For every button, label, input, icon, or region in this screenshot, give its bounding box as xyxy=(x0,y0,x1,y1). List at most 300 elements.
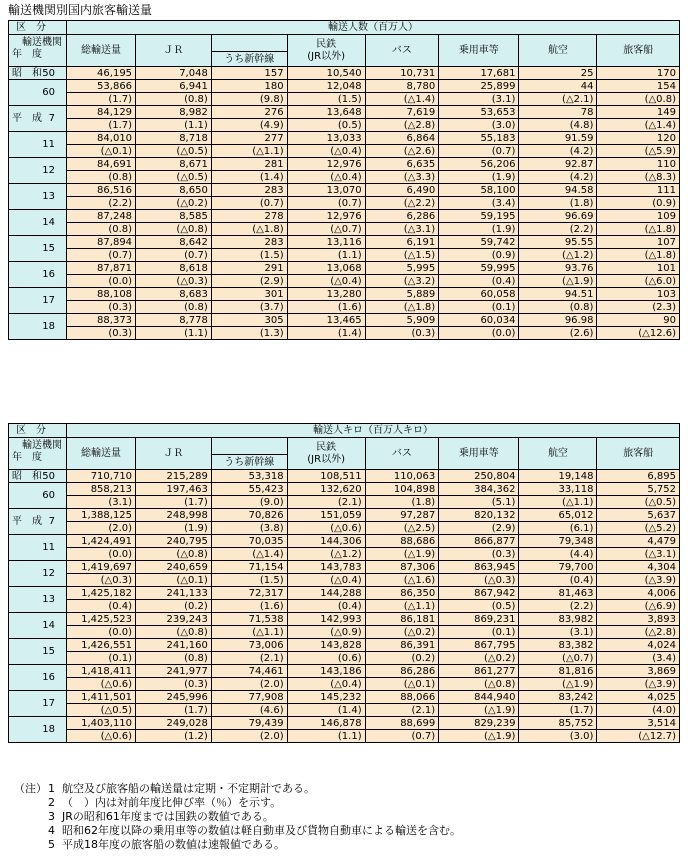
header-row-1 xyxy=(9,424,680,438)
value-cell: 13,068 xyxy=(287,262,365,275)
value-cell: 88,108 xyxy=(66,288,135,301)
value-cell: 88,066 xyxy=(365,691,439,704)
table-row xyxy=(9,483,680,496)
value-cell: 88,699 xyxy=(365,717,439,730)
rate-cell: (0.3) xyxy=(66,327,135,340)
rate-cell: (△2.1) xyxy=(519,93,597,106)
value-cell: 241,977 xyxy=(136,665,212,678)
col-header-bus: バス xyxy=(365,35,439,67)
value-cell: 1,425,523 xyxy=(66,613,135,626)
value-cell: 4,025 xyxy=(597,691,680,704)
rate-cell: (2.2) xyxy=(519,600,597,613)
rate-cell: (△12.7) xyxy=(597,730,680,743)
rate-cell: (1.7) xyxy=(66,119,135,132)
year-cell xyxy=(9,67,67,80)
rate-cell: (△0.4) xyxy=(287,275,365,288)
rate-row xyxy=(9,145,680,158)
value-cell: 863,945 xyxy=(439,561,519,574)
value-cell: 83,242 xyxy=(519,691,597,704)
value-cell: 7,048 xyxy=(136,67,212,80)
value-cell: 8,650 xyxy=(136,184,212,197)
value-cell: 70,826 xyxy=(211,509,287,522)
value-cell: 8,780 xyxy=(365,80,439,93)
year-label: 14 xyxy=(42,217,55,228)
rate-cell: (2.1) xyxy=(287,496,365,509)
rate-cell: (△1.8) xyxy=(597,223,680,236)
rate-cell: (0.2) xyxy=(365,652,439,665)
rate-cell: (△1.9) xyxy=(439,730,519,743)
rate-cell: (△0.1) xyxy=(66,145,135,158)
note-item-5: 5 平成18年度の旅客船の数値は速報値である。 xyxy=(48,838,285,851)
value-cell: 861,277 xyxy=(439,665,519,678)
value-cell: 143,783 xyxy=(287,561,365,574)
rate-cell: (1.5) xyxy=(211,574,287,587)
rate-row xyxy=(9,626,680,639)
value-cell: 143,186 xyxy=(287,665,365,678)
value-cell: 215,289 xyxy=(136,470,212,483)
value-cell: 94.58 xyxy=(519,184,597,197)
value-cell: 8,642 xyxy=(136,236,212,249)
rate-cell: (2.2) xyxy=(519,223,597,236)
col-header-blank xyxy=(211,438,287,455)
table-row xyxy=(9,470,680,483)
value-cell: 44 xyxy=(519,80,597,93)
rate-cell: (△0.6) xyxy=(66,730,135,743)
value-cell: 88,686 xyxy=(365,535,439,548)
rate-cell: (6.1) xyxy=(519,522,597,535)
rate-cell: (0.7) xyxy=(365,730,439,743)
value-cell: 91.59 xyxy=(519,132,597,145)
rate-cell: (△0.1) xyxy=(365,678,439,691)
value-cell: 96.98 xyxy=(519,314,597,327)
value-cell: 71,154 xyxy=(211,561,287,574)
year-cell xyxy=(9,717,67,743)
rate-row xyxy=(9,171,680,184)
value-cell: 53,866 xyxy=(66,80,135,93)
rate-cell: (2.3) xyxy=(597,301,680,314)
value-cell: 278 xyxy=(211,210,287,223)
rate-cell: (△1.1) xyxy=(365,600,439,613)
col-header-air: 航空 xyxy=(519,438,597,470)
value-cell: 103 xyxy=(597,288,680,301)
year-cell xyxy=(9,509,67,535)
rate-cell: (△0.1) xyxy=(136,574,212,587)
era-label: 昭 和 xyxy=(12,67,42,79)
value-cell: 96.69 xyxy=(519,210,597,223)
table-row xyxy=(9,210,680,223)
rate-cell: (1.8) xyxy=(519,197,597,210)
rate-cell: (3.7) xyxy=(211,301,287,314)
value-cell: 79,700 xyxy=(519,561,597,574)
rate-cell: (△1.4) xyxy=(211,548,287,561)
value-cell: 249,028 xyxy=(136,717,212,730)
value-cell: 8,618 xyxy=(136,262,212,275)
value-cell: 245,996 xyxy=(136,691,212,704)
rate-cell: (1.9) xyxy=(439,223,519,236)
rate-cell: (0.1) xyxy=(439,626,519,639)
value-cell: 5,889 xyxy=(365,288,439,301)
year-label: 16 xyxy=(42,269,55,280)
rate-cell: (0.3) xyxy=(66,301,135,314)
rate-cell: (9.8) xyxy=(211,93,287,106)
col-header-blank xyxy=(211,35,287,52)
value-cell: 3,893 xyxy=(597,613,680,626)
value-cell: 1,388,125 xyxy=(66,509,135,522)
value-cell: 1,419,697 xyxy=(66,561,135,574)
table-row xyxy=(9,314,680,327)
value-cell: 869,231 xyxy=(439,613,519,626)
value-cell: 73,006 xyxy=(211,639,287,652)
value-cell: 71,538 xyxy=(211,613,287,626)
rate-cell: (2.6) xyxy=(519,327,597,340)
value-cell: 6,635 xyxy=(365,158,439,171)
value-cell: 276 xyxy=(211,106,287,119)
value-cell: 59,995 xyxy=(439,262,519,275)
header-row-2 xyxy=(9,35,680,52)
rate-cell: (0.0) xyxy=(66,275,135,288)
value-cell: 820,132 xyxy=(439,509,519,522)
rate-row xyxy=(9,730,680,743)
value-cell: 110 xyxy=(597,158,680,171)
value-cell: 240,795 xyxy=(136,535,212,548)
value-cell: 83,982 xyxy=(519,613,597,626)
rate-cell: (△2.8) xyxy=(365,119,439,132)
rate-cell: (△0.2) xyxy=(365,626,439,639)
year-cell xyxy=(9,665,67,691)
nendo-label: 年 度 xyxy=(12,452,42,463)
value-cell: 384,362 xyxy=(439,483,519,496)
table-row xyxy=(9,587,680,600)
value-cell: 8,982 xyxy=(136,106,212,119)
rate-cell: (△0.3) xyxy=(439,574,519,587)
year-cell xyxy=(9,158,67,184)
rate-cell: (0.3) xyxy=(365,327,439,340)
rate-cell: (1.5) xyxy=(211,249,287,262)
year-label: 50 xyxy=(42,67,55,79)
value-cell: 143,828 xyxy=(287,639,365,652)
year-label: 18 xyxy=(42,321,55,332)
year-cell xyxy=(9,236,67,262)
kubun-header: 区 分 xyxy=(9,21,67,35)
value-cell: 3,869 xyxy=(597,665,680,678)
rate-cell: (3.0) xyxy=(439,119,519,132)
year-cell xyxy=(9,483,67,509)
rate-row xyxy=(9,678,680,691)
year-cell xyxy=(9,561,67,587)
value-cell: 19,148 xyxy=(519,470,597,483)
rate-cell: (0.7) xyxy=(287,197,365,210)
header-row-1 xyxy=(9,21,680,35)
rate-cell: (△1.8) xyxy=(211,223,287,236)
value-cell: 281 xyxy=(211,158,287,171)
value-cell: 84,691 xyxy=(66,158,135,171)
value-cell: 55,423 xyxy=(211,483,287,496)
rate-cell: (△0.4) xyxy=(287,574,365,587)
rate-row xyxy=(9,249,680,262)
value-cell: 151,059 xyxy=(287,509,365,522)
rate-cell: (0.4) xyxy=(519,574,597,587)
rate-cell: (△0.5) xyxy=(136,171,212,184)
value-cell: 3,514 xyxy=(597,717,680,730)
value-cell: 85,752 xyxy=(519,717,597,730)
year-cell xyxy=(9,691,67,717)
year-cell xyxy=(9,613,67,639)
value-cell: 8,683 xyxy=(136,288,212,301)
rate-cell: (0.0) xyxy=(66,626,135,639)
value-cell: 87,248 xyxy=(66,210,135,223)
year-label: 60 xyxy=(42,490,55,501)
value-cell: 6,286 xyxy=(365,210,439,223)
rate-cell: (0.8) xyxy=(136,301,212,314)
year-cell xyxy=(9,184,67,210)
value-cell: 144,306 xyxy=(287,535,365,548)
rate-cell: (△1.2) xyxy=(519,249,597,262)
value-cell: 78 xyxy=(519,106,597,119)
value-cell: 241,133 xyxy=(136,587,212,600)
value-cell: 95.55 xyxy=(519,236,597,249)
col-header-air: 航空 xyxy=(519,35,597,67)
rate-cell: (3.0) xyxy=(519,730,597,743)
rate-cell: (0.9) xyxy=(597,197,680,210)
rate-cell: (2.9) xyxy=(439,522,519,535)
value-cell: 301 xyxy=(211,288,287,301)
value-cell: 79,439 xyxy=(211,717,287,730)
value-cell: 6,191 xyxy=(365,236,439,249)
rate-cell: (1.5) xyxy=(287,93,365,106)
table-row xyxy=(9,106,680,119)
value-cell: 240,659 xyxy=(136,561,212,574)
value-cell: 4,006 xyxy=(597,587,680,600)
rate-cell: (△0.2) xyxy=(439,652,519,665)
value-cell: 144,288 xyxy=(287,587,365,600)
group-header: 輸送人数（百万人） xyxy=(66,21,679,35)
rate-cell: (1.3) xyxy=(211,327,287,340)
rate-cell: (△0.8) xyxy=(597,93,680,106)
value-cell: 146,878 xyxy=(287,717,365,730)
table-row xyxy=(9,236,680,249)
value-cell: 12,976 xyxy=(287,210,365,223)
value-cell: 5,752 xyxy=(597,483,680,496)
value-cell: 86,181 xyxy=(365,613,439,626)
year-label: 7 xyxy=(48,113,55,124)
rate-row xyxy=(9,301,680,314)
rate-cell: (△0.6) xyxy=(66,678,135,691)
year-label: 16 xyxy=(42,672,55,683)
value-cell: 867,942 xyxy=(439,587,519,600)
col-header-private-rail: 民鉄 (JR以外) xyxy=(287,438,365,470)
notes-label: （注） xyxy=(14,782,47,795)
note-item-2: 2 （ ）内は対前年度比伸び率（％）を示す。 xyxy=(48,796,282,809)
corner-header xyxy=(9,438,67,470)
rate-cell: (9.0) xyxy=(211,496,287,509)
col-header-ship: 旅客船 xyxy=(597,35,680,67)
rate-cell: (△0.8) xyxy=(136,548,212,561)
rate-cell: (4.8) xyxy=(519,119,597,132)
value-cell: 72,317 xyxy=(211,587,287,600)
value-cell: 6,490 xyxy=(365,184,439,197)
rate-row xyxy=(9,574,680,587)
header-row-2 xyxy=(9,438,680,455)
rate-cell: (△0.4) xyxy=(287,171,365,184)
rate-cell: (0.1) xyxy=(66,652,135,665)
rate-cell: (1.7) xyxy=(136,704,212,717)
year-cell xyxy=(9,470,67,483)
note-item-1: （注） 1 航空及び旅客船の輸送量は定期・不定期計である。 xyxy=(14,782,315,795)
value-cell: 13,116 xyxy=(287,236,365,249)
rate-cell: (3.1) xyxy=(519,626,597,639)
nendo-label: 年 度 xyxy=(12,49,42,60)
year-label: 11 xyxy=(42,542,55,553)
rate-cell: (1.7) xyxy=(519,704,597,717)
value-cell: 1,425,182 xyxy=(66,587,135,600)
value-cell: 46,195 xyxy=(66,67,135,80)
value-cell: 13,280 xyxy=(287,288,365,301)
rate-cell: (△0.4) xyxy=(287,678,365,691)
value-cell: 867,795 xyxy=(439,639,519,652)
rate-cell: (2.0) xyxy=(211,730,287,743)
rate-cell: (2.1) xyxy=(365,704,439,717)
col-header-total: 総輸送量 xyxy=(66,35,135,67)
rate-cell: (△1.4) xyxy=(597,119,680,132)
rate-cell: (2.2) xyxy=(66,197,135,210)
value-cell: 12,048 xyxy=(287,80,365,93)
col-header-car: 乗用車等 xyxy=(439,438,519,470)
rate-cell: (1.2) xyxy=(136,730,212,743)
year-label: 60 xyxy=(42,87,55,98)
rate-cell: (1.4) xyxy=(287,704,365,717)
value-cell: 305 xyxy=(211,314,287,327)
rate-cell: (5.1) xyxy=(439,496,519,509)
rate-cell: (0.1) xyxy=(439,301,519,314)
value-cell: 6,864 xyxy=(365,132,439,145)
rate-cell: (△1.5) xyxy=(365,249,439,262)
value-cell: 109 xyxy=(597,210,680,223)
table-row xyxy=(9,509,680,522)
rate-row xyxy=(9,704,680,717)
value-cell: 101 xyxy=(597,262,680,275)
rate-cell: (△3.9) xyxy=(597,574,680,587)
value-cell: 283 xyxy=(211,236,287,249)
value-cell: 844,940 xyxy=(439,691,519,704)
table-row xyxy=(9,184,680,197)
rate-cell: (△0.5) xyxy=(136,145,212,158)
rate-row xyxy=(9,119,680,132)
value-cell: 13,465 xyxy=(287,314,365,327)
value-cell: 77,908 xyxy=(211,691,287,704)
rate-cell: (△1.8) xyxy=(597,249,680,262)
rate-cell: (△0.8) xyxy=(439,678,519,691)
value-cell: 53,318 xyxy=(211,470,287,483)
value-cell: 84,129 xyxy=(66,106,135,119)
rate-cell: (0.6) xyxy=(287,652,365,665)
value-cell: 83,382 xyxy=(519,639,597,652)
value-cell: 8,778 xyxy=(136,314,212,327)
value-cell: 170 xyxy=(597,67,680,80)
rate-cell: (1.7) xyxy=(66,93,135,106)
rate-cell: (△0.7) xyxy=(519,652,597,665)
rate-cell: (△3.9) xyxy=(597,678,680,691)
value-cell: 17,681 xyxy=(439,67,519,80)
value-cell: 81,816 xyxy=(519,665,597,678)
rate-cell: (△3.2) xyxy=(365,275,439,288)
value-cell: 86,286 xyxy=(365,665,439,678)
value-cell: 94.51 xyxy=(519,288,597,301)
rate-cell: (0.2) xyxy=(136,600,212,613)
rate-cell: (0.7) xyxy=(136,249,212,262)
col-header-jr: ＪＲ xyxy=(136,438,212,470)
table-row xyxy=(9,288,680,301)
rate-cell: (△1.9) xyxy=(365,548,439,561)
value-cell: 81,463 xyxy=(519,587,597,600)
rate-row xyxy=(9,522,680,535)
value-cell: 277 xyxy=(211,132,287,145)
kubun-header: 区 分 xyxy=(9,424,67,438)
value-cell: 87,871 xyxy=(66,262,135,275)
value-cell: 86,391 xyxy=(365,639,439,652)
value-cell: 5,995 xyxy=(365,262,439,275)
table-row xyxy=(9,132,680,145)
rate-row xyxy=(9,93,680,106)
value-cell: 4,304 xyxy=(597,561,680,574)
rate-cell: (△0.3) xyxy=(66,574,135,587)
rate-cell: (△8.3) xyxy=(597,171,680,184)
corner-header xyxy=(9,35,67,67)
rate-row xyxy=(9,223,680,236)
value-cell: 110,063 xyxy=(365,470,439,483)
year-cell xyxy=(9,314,67,340)
rate-row xyxy=(9,496,680,509)
rate-cell: (4.9) xyxy=(211,119,287,132)
rate-cell: (1.7) xyxy=(136,496,212,509)
value-cell: 90 xyxy=(597,314,680,327)
year-cell xyxy=(9,288,67,314)
notes xyxy=(14,782,461,852)
rate-cell: (△3.3) xyxy=(365,171,439,184)
rate-cell: (△1.8) xyxy=(365,301,439,314)
value-cell: 65,012 xyxy=(519,509,597,522)
rate-row xyxy=(9,548,680,561)
rate-cell: (4.0) xyxy=(597,704,680,717)
rate-cell: (△1.4) xyxy=(365,93,439,106)
col-header-total: 総輸送量 xyxy=(66,438,135,470)
rate-cell: (△1.2) xyxy=(287,548,365,561)
value-cell: 12,976 xyxy=(287,158,365,171)
value-cell: 13,070 xyxy=(287,184,365,197)
rate-cell: (△5.9) xyxy=(597,145,680,158)
value-cell: 25,899 xyxy=(439,80,519,93)
value-cell: 70,035 xyxy=(211,535,287,548)
value-cell: 25 xyxy=(519,67,597,80)
rate-cell: (0.4) xyxy=(439,275,519,288)
rate-cell: (0.4) xyxy=(66,600,135,613)
rate-cell: (△0.3) xyxy=(136,275,212,288)
value-cell: 250,804 xyxy=(439,470,519,483)
value-cell: 283 xyxy=(211,184,287,197)
passenger-count-table xyxy=(8,20,680,340)
value-cell: 241,160 xyxy=(136,639,212,652)
value-cell: 108,511 xyxy=(287,470,365,483)
value-cell: 1,411,501 xyxy=(66,691,135,704)
rate-cell: (0.4) xyxy=(287,600,365,613)
rate-cell: (3.4) xyxy=(439,197,519,210)
value-cell: 55,183 xyxy=(439,132,519,145)
year-label: 15 xyxy=(42,646,55,657)
col-header-shinkansen: うち新幹線 xyxy=(211,52,287,67)
value-cell: 104,898 xyxy=(365,483,439,496)
col-header-ship: 旅客船 xyxy=(597,438,680,470)
value-cell: 87,306 xyxy=(365,561,439,574)
rate-cell: (1.8) xyxy=(365,496,439,509)
